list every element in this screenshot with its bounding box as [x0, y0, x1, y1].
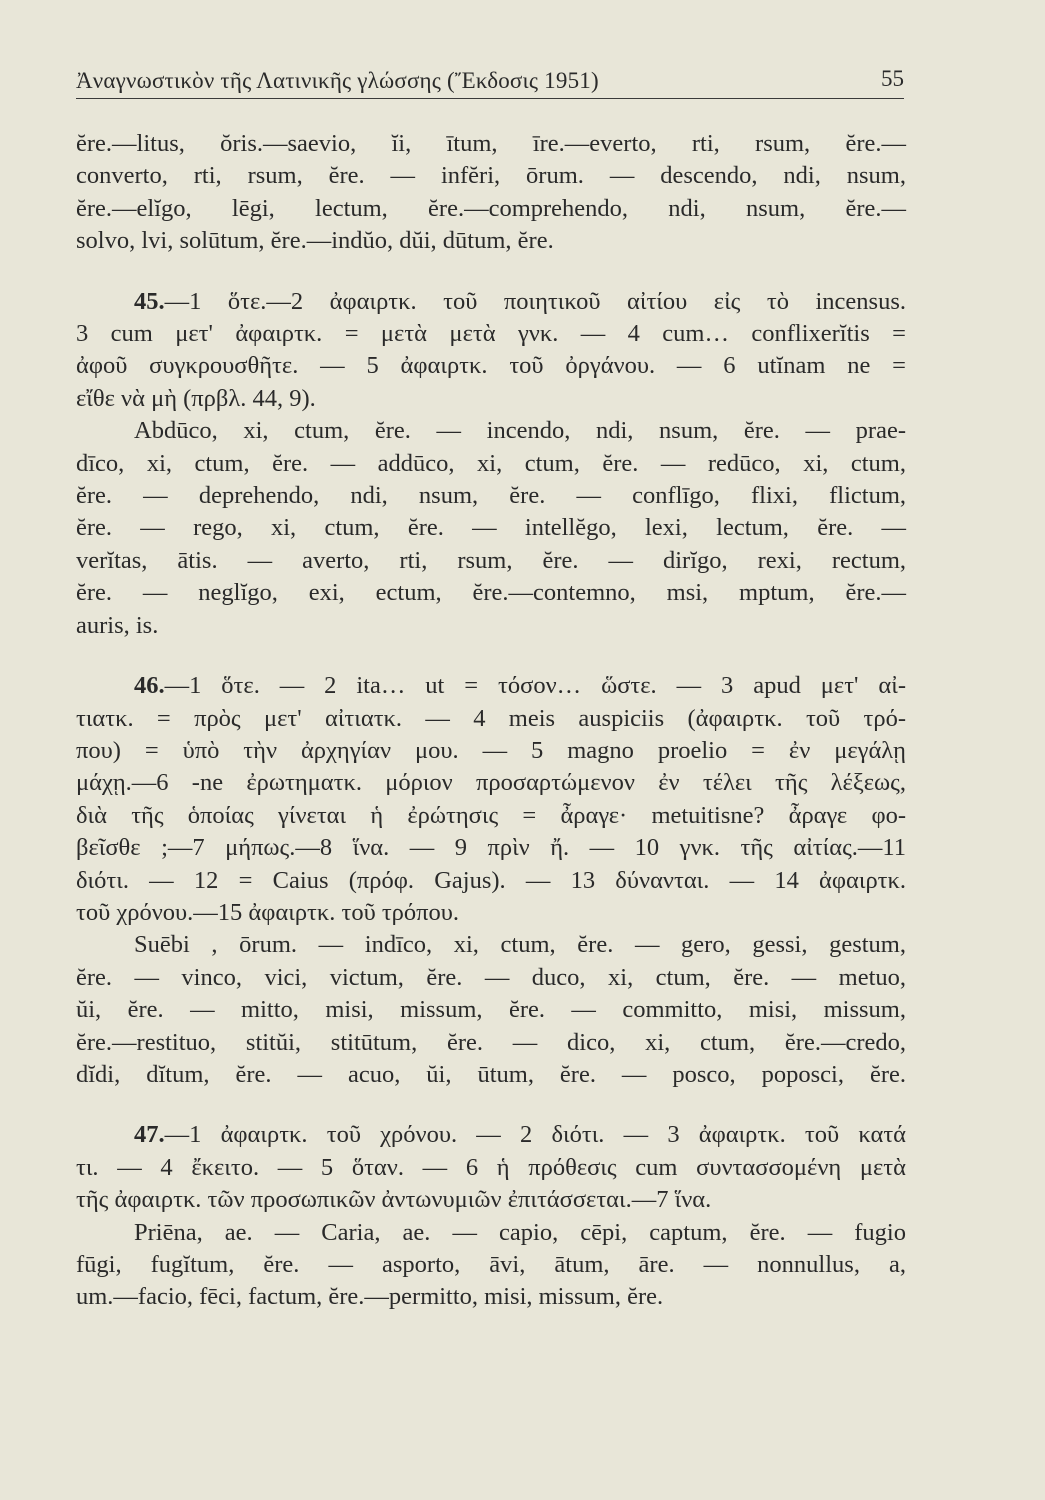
section-number: 45. [134, 287, 165, 315]
text-line: ĕre. — vinco, vici, victum, ĕre. — duco, xi, ctum, ĕre. — metuo, [76, 963, 906, 991]
text-span: —1 ἀφαιρτκ. τοῦ χρόνου. — 2 διότι. — 3 ἀφαιρτκ. τοῦ κατά [164, 1121, 906, 1149]
section-number: 47. [134, 1121, 165, 1149]
text-line: ĕre. — neglĭgo, exi, ectum, ĕre.—contemno, msi, mptum, ĕre.— [76, 579, 906, 607]
section-number: 46. [134, 672, 165, 700]
text-line: εἴθε νὰ μὴ (πρβλ. 44, 9). [76, 384, 316, 412]
text-line: ἀφοῦ συγκρουσθῆτε. — 5 ἀφαιρτκ. τοῦ ὀργάνου. — 6 utĭnam ne = [76, 352, 906, 380]
text-line: fūgi, fugĭtum, ĕre. — asporto, āvi, ātum, āre. — nonnullus, a, [76, 1251, 906, 1278]
page-header [76, 64, 904, 99]
text-line: ĕre. — deprehendo, ndi, nsum, ĕre. — conflīgo, flixi, flictum, [76, 482, 906, 510]
page-number: 55 [881, 66, 904, 91]
text-line: που) = ὑπὸ τὴν ἀρχηγίαν μου. — 5 magno proelio = ἐν μεγάλῃ [76, 736, 906, 764]
section-47-notes [76, 1119, 906, 1216]
section-47-first-line [76, 1119, 906, 1151]
text-line: ĕre.—elĭgo, lēgi, lectum, ĕre.—comprehendo, ndi, nsum, ĕre.— [76, 194, 906, 222]
section-45-notes [76, 286, 906, 416]
text-line: τιατκ. = πρὸς μετ' αἰτιατκ. — 4 meis auspiciis (ἀφαιρτκ. τοῦ τρό- [76, 704, 906, 732]
running-head: Ἀναγνωστικὸν τῆς Λατινικῆς γλώσσης (Ἔκδοσις 1951) [76, 68, 599, 93]
text-line: ŭi, ĕre. — mitto, misi, missum, ĕre. — committo, misi, missum, [76, 996, 906, 1024]
text-line: auris, is. [76, 611, 159, 639]
text-line: 3 cum μετ' ἀφαιρτκ. = μετὰ μετὰ γνκ. — 4 cum… conflixerĭtis = [76, 320, 906, 348]
text-line: τοῦ χρόνου.—15 ἀφαιρτκ. τοῦ τρόπου. [76, 898, 460, 926]
text-line: βεῖσθε ;—7 μήπως.—8 ἵνα. — 9 πρὶν ἤ. — 10 γνκ. τῆς αἰτίας.—11 [76, 834, 906, 862]
text-line: μάχῃ.—6 -ne ἐρωτηματκ. μόριον προσαρτώμενον ἐν τέλει τῆς λέξεως, [76, 769, 906, 797]
text-line: um.—facio, fēci, factum, ĕre.—permitto, misi, missum, ĕre. [76, 1283, 664, 1311]
text-line: dĭdi, dĭtum, ĕre. — acuo, ŭi, ūtum, ĕre. — posco, poposci, ĕre. [76, 1060, 906, 1088]
text-line: converto, rti, rsum, ĕre. — infĕri, ōrum. — descendo, ndi, nsum, [76, 162, 906, 190]
text-line: διότι. — 12 = Caius (πρόφ. Gajus). — 13 δύνανται. — 14 ἀφαιρτκ. [76, 866, 906, 894]
text-span: —1 ὅτε. — 2 ita… ut = τόσον… ὥστε. — 3 apud μετ' αἰ- [164, 672, 906, 700]
page-body [76, 128, 906, 1314]
text-line: διὰ τῆς ὁποίας γίνεται ἡ ἐρώτησις = ἆραγε· metuitisne? ἆραγε φο- [76, 801, 906, 829]
section-45-vocabulary [76, 415, 906, 642]
section-46-notes [76, 670, 906, 929]
text-line: ĕre.—litus, ŏris.—saevio, ĭi, ītum, īre.—everto, rti, rsum, ĕre.— [76, 130, 906, 157]
section-46-vocabulary [76, 929, 906, 1091]
text-line: Priēna, ae. — Caria, ae. — capio, cēpi, captum, ĕre. — fugio [134, 1218, 906, 1246]
text-span: —1 ὅτε.—2 ἀφαιρτκ. τοῦ ποιητικοῦ αἰτίου εἰς τὸ incensus. [164, 287, 906, 315]
text-line: Abdūco, xi, ctum, ĕre. — incendo, ndi, nsum, ĕre. — prae- [134, 417, 906, 445]
intro-paragraph [76, 128, 906, 258]
section-45-first-line [76, 286, 906, 318]
text-line: τι. — 4 ἔκειτο. — 5 ὅταν. — 6 ἡ πρόθεσις cum συντασσομένη μετὰ [76, 1153, 906, 1181]
text-line: τῆς ἀφαιρτκ. τῶν προσωπικῶν ἀντωνυμιῶν ἐπιτάσσεται.—7 ἵνα. [76, 1186, 712, 1214]
section-46-first-line [76, 670, 906, 702]
text-line: verĭtas, ātis. — averto, rti, rsum, ĕre. — dirĭgo, rexi, rectum, [76, 546, 906, 574]
text-line: Suēbi , ōrum. — indīco, xi, ctum, ĕre. — gero, gessi, gestum, [134, 931, 906, 959]
text-line: solvo, lvi, solūtum, ĕre.—indŭo, dŭi, dūtum, ĕre. [76, 227, 554, 255]
text-line: ĕre. — rego, xi, ctum, ĕre. — intellĕgo, lexi, lectum, ĕre. — [76, 514, 906, 542]
text-line: dīco, xi, ctum, ĕre. — addūco, xi, ctum, ĕre. — redūco, xi, ctum, [76, 449, 906, 477]
text-line: ĕre.—restituo, stitŭi, stitūtum, ĕre. — dico, xi, ctum, ĕre.—credo, [76, 1028, 906, 1056]
section-47-vocabulary [76, 1217, 906, 1314]
